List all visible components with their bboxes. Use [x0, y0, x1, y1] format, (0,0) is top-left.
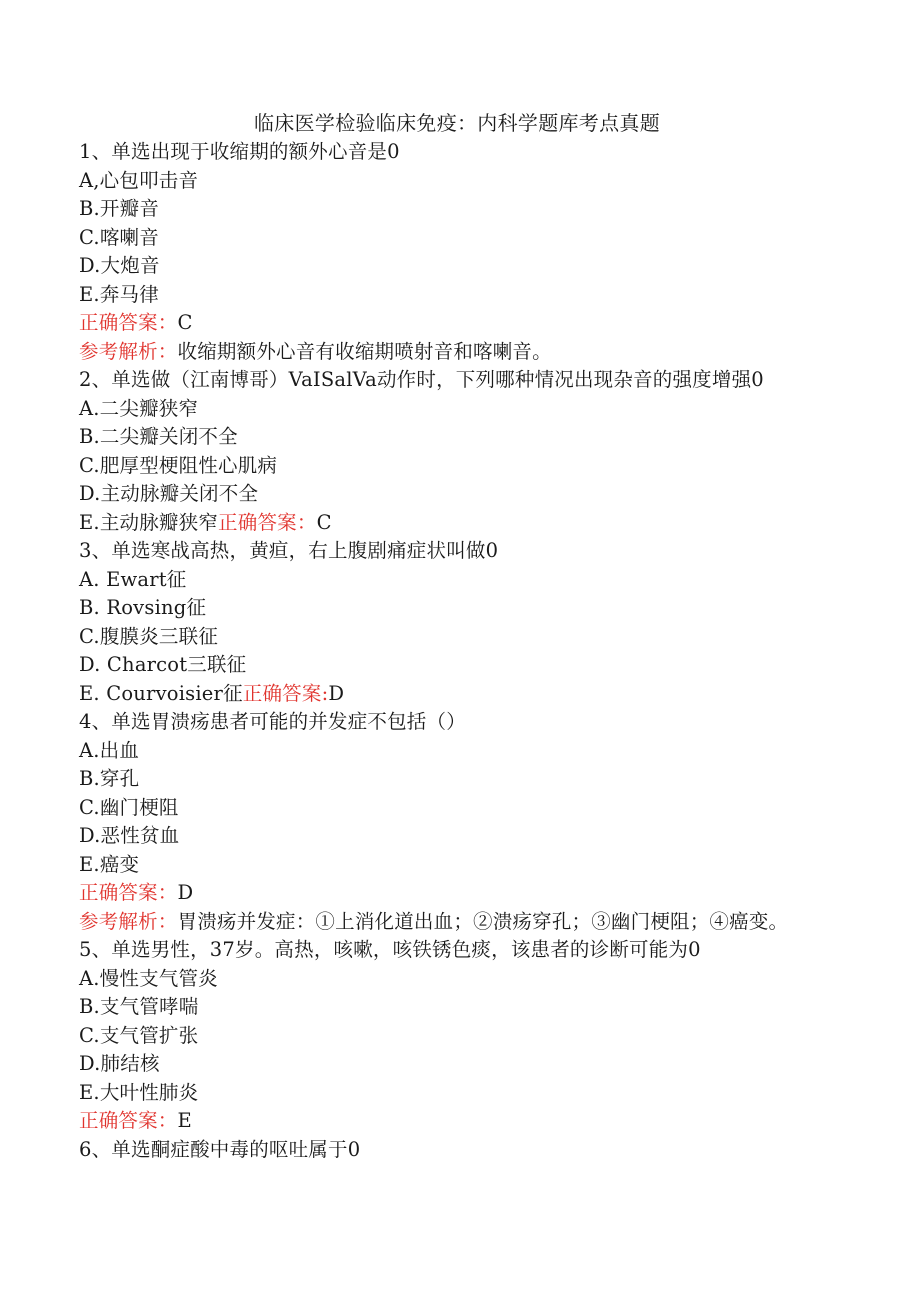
q5-option-d: D.肺结核	[79, 1052, 160, 1075]
q1-answer	[79, 309, 819, 338]
q1-answer-value: C	[177, 311, 193, 334]
q1-analysis-text: 收缩期额外心音有收缩期喷射音和喀喇音。	[177, 339, 552, 363]
q1-option-b: B.开瓣音	[79, 197, 160, 220]
q4-option-e: E.癌变	[79, 852, 140, 876]
q3-answer-label: 正确答案:	[242, 681, 329, 705]
q4-answer-value: D	[177, 881, 194, 904]
q4-option-b: B.穿孔	[79, 767, 140, 790]
q1-option-e: E.奔马律	[79, 282, 159, 306]
q4-answer	[79, 879, 819, 908]
q2-answer-label: 正确答案：	[218, 510, 317, 534]
q1-option-a: A,心包叩击音	[79, 168, 199, 192]
q1-analysis-label: 参考解析：	[79, 339, 178, 363]
q2-option-b: B.二尖瓣关闭不全	[79, 425, 238, 448]
q2-option-d: D.主动脉瓣关闭不全	[79, 482, 259, 505]
q3-option-e-with-answer	[79, 680, 819, 709]
q4-analysis-text: 胃溃疡并发症：①上消化道出血；②溃疡穿孔；③幽门梗阻；④癌变。	[177, 909, 789, 933]
q1-option-d: D.大炮音	[79, 254, 160, 277]
q1-analysis	[79, 338, 819, 367]
q2-option-e: E.主动脉瓣狭窄	[79, 510, 219, 534]
q2-option-a: A.二尖瓣狭窄	[79, 396, 199, 420]
q4-option-d: D.恶性贫血	[79, 824, 180, 847]
question-5-text: 5、单选男性，37岁。高热，咳嗽，咳铁锈色痰，该患者的诊断可能为0	[79, 938, 701, 961]
q5-option-a: A.慢性支气管炎	[79, 966, 218, 990]
q5-answer	[79, 1107, 819, 1136]
q2-answer-value: C	[316, 510, 332, 534]
q5-option-c: C.支气管扩张	[79, 1023, 199, 1047]
q4-analysis	[79, 908, 819, 937]
q4-option-a: A.出血	[79, 738, 140, 762]
q5-option-e: E.大叶性肺炎	[79, 1080, 199, 1104]
q2-option-c: C.肥厚型梗阻性心肌病	[79, 453, 278, 477]
question-1-text: 1、单选出现于收缩期的额外心音是0	[79, 140, 400, 163]
question-4-text: 4、单选胃溃疡患者可能的并发症不包括（）	[79, 710, 466, 733]
q4-answer-label: 正确答案：	[79, 881, 178, 904]
q4-analysis-label: 参考解析：	[79, 909, 178, 933]
q1-answer-label: 正确答案：	[79, 311, 178, 334]
q3-option-c: C.腹膜炎三联征	[79, 624, 219, 648]
q3-option-a: A. Ewart征	[79, 567, 187, 591]
q5-answer-label: 正确答案：	[79, 1109, 178, 1132]
q1-option-c: C.喀喇音	[79, 225, 159, 249]
question-6-text: 6、单选酮症酸中毒的呕吐属于0	[79, 1137, 361, 1161]
q3-answer-value: D	[328, 681, 345, 705]
q3-option-d: D. Charcot三联征	[79, 653, 247, 676]
question-list	[79, 138, 819, 1164]
q5-answer-value: E	[177, 1109, 192, 1132]
q2-option-e-with-answer	[79, 509, 819, 538]
q4-option-c: C.幽门梗阻	[79, 795, 179, 819]
q3-option-b: B. Rovsing征	[79, 596, 207, 619]
q5-option-b: B.支气管哮喘	[79, 995, 199, 1018]
page-title: 临床医学检验临床免疫：内科学题库考点真题	[254, 111, 660, 135]
q3-option-e: E. Courvoisier征	[79, 681, 243, 705]
question-2-text: 2、单选做（江南博哥）VaISalVa动作时，下列哪种情况出现杂音的强度增强0	[79, 368, 764, 391]
question-3-text: 3、单选寒战高热，黄疸，右上腹剧痛症状叫做0	[79, 539, 499, 562]
